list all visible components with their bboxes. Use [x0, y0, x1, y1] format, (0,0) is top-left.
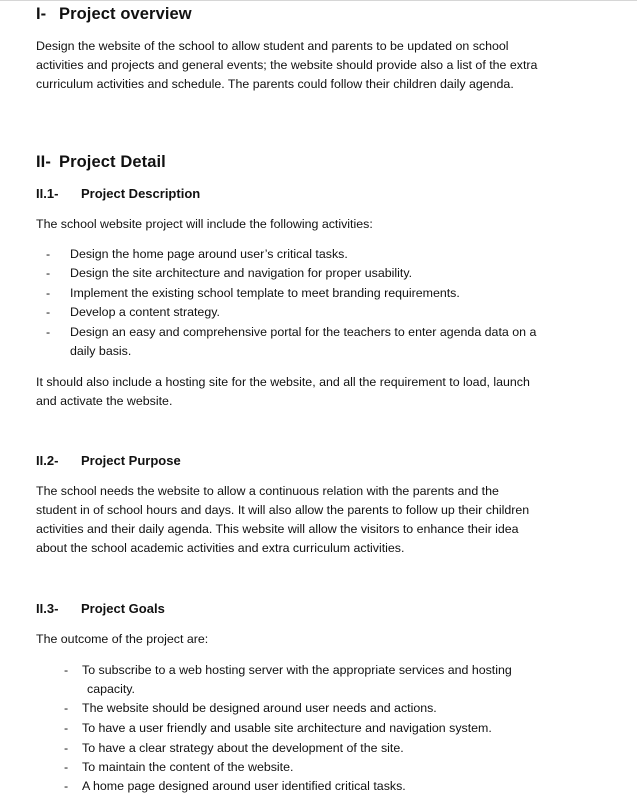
list-item-text: To subscribe to a web hosting server with the appropriate services and hosting: [82, 663, 512, 677]
subsection-title: Project Purpose: [81, 453, 181, 468]
bullet-marker: -: [64, 760, 69, 774]
paragraph-line: It should also include a hosting site for the website, and all the requirement to load, launch: [36, 375, 530, 389]
paragraph-line: student in of school hours and days. It will also allow the parents to follow up their children: [36, 503, 530, 517]
list-item: [64, 739, 614, 758]
list-item-text: Develop a content strategy.: [70, 305, 220, 319]
list-item-text: The website should be designed around user needs and actions.: [82, 701, 437, 715]
list-item-text: Implement the existing school template to meet branding requirements.: [70, 286, 460, 300]
list-item-text: A home page designed around user identified critical tasks.: [82, 779, 406, 793]
description-intro: The school website project will include the following activities:: [36, 217, 373, 231]
paragraph-line: about the school academic activities and extra curriculum activities.: [36, 541, 405, 555]
list-item: [46, 264, 606, 283]
list-item: [64, 777, 614, 796]
list-item-text: Design an easy and comprehensive portal for the teachers to enter agenda data on a: [70, 325, 537, 339]
bullet-marker: -: [46, 305, 51, 319]
description-closing: [36, 373, 611, 411]
paragraph-line: Design the website of the school to allow student and parents to be updated on school: [36, 39, 509, 53]
section-1-title: Project overview: [59, 5, 192, 23]
paragraph-line: activities and projects and general events; the website should provide also a list of the extra: [36, 58, 538, 72]
list-item: [46, 245, 606, 264]
list-item-text: To maintain the content of the website.: [82, 760, 294, 774]
list-item: [46, 303, 606, 322]
bullet-marker: -: [64, 663, 69, 677]
bullet-marker: -: [64, 721, 69, 735]
section-1-number: I-: [36, 5, 47, 23]
bullet-marker: -: [46, 325, 51, 339]
list-item-text: Design the site architecture and navigation for proper usability.: [70, 266, 413, 280]
list-item-text: To have a clear strategy about the development of the site.: [82, 741, 404, 755]
paragraph-line: The school needs the website to allow a continuous relation with the parents and the: [36, 484, 499, 498]
subsection-goals-heading: [36, 601, 165, 616]
paragraph-line: and activate the website.: [36, 394, 173, 408]
paragraph-line: curriculum activities and schedule. The parents could follow their children daily agenda.: [36, 77, 514, 91]
list-item-text-continued: capacity.: [87, 682, 135, 696]
list-item-text: Design the home page around user’s critical tasks.: [70, 247, 348, 261]
list-item: [46, 284, 606, 303]
list-item: [64, 699, 614, 718]
section-1-heading: [36, 5, 192, 24]
subsection-number: II.1-: [36, 186, 59, 201]
bullet-marker: -: [64, 779, 69, 793]
list-item: [64, 758, 614, 777]
section-2-number: II-: [36, 153, 51, 171]
goals-intro: The outcome of the project are:: [36, 632, 209, 646]
list-item-text: To have a user friendly and usable site architecture and navigation system.: [82, 721, 492, 735]
subsection-purpose-heading: [36, 453, 181, 468]
bullet-marker: -: [46, 247, 51, 261]
subsection-title: Project Description: [81, 186, 201, 201]
overview-paragraph: [36, 37, 611, 94]
bullet-marker: -: [46, 266, 51, 280]
subsection-number: II.2-: [36, 453, 59, 468]
purpose-paragraph: [36, 482, 611, 558]
list-item: [64, 719, 614, 738]
bullet-marker: -: [46, 286, 51, 300]
subsection-description-heading: [36, 186, 200, 201]
list-item: [46, 323, 606, 361]
list-item-text-continued: daily basis.: [70, 344, 132, 358]
subsection-number: II.3-: [36, 601, 59, 616]
list-item: [64, 661, 614, 699]
section-2-title: Project Detail: [59, 153, 166, 171]
subsection-title: Project Goals: [81, 601, 165, 616]
paragraph-line: activities and their daily agenda. This website will allow the visitors to enhance their idea: [36, 522, 519, 536]
bullet-marker: -: [64, 741, 69, 755]
section-2-heading: [36, 153, 166, 172]
bullet-marker: -: [64, 701, 69, 715]
